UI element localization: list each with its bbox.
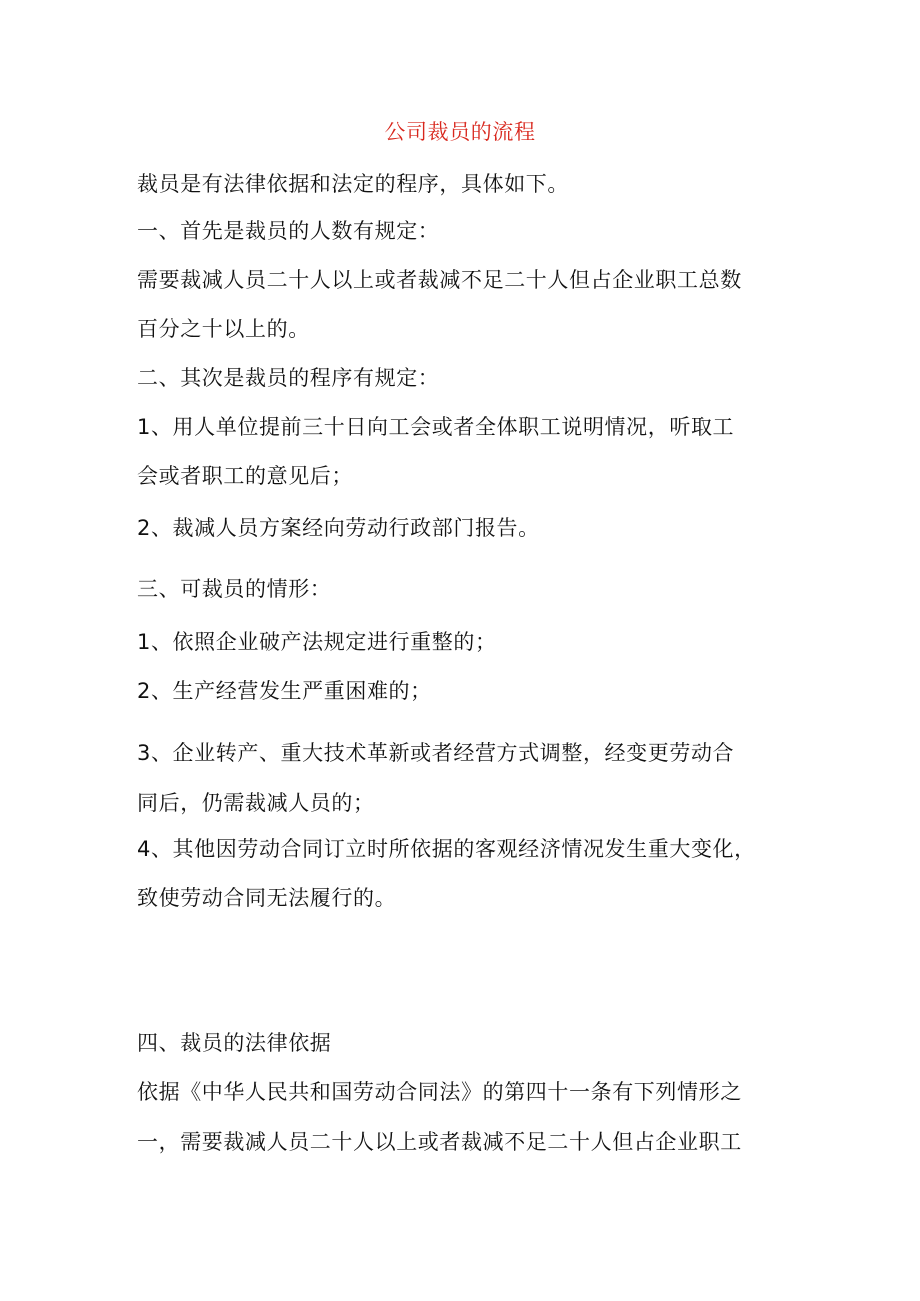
paragraph-line: 一，需要裁减人员二十人以上或者裁减不足二十人但占企业职工: [137, 1130, 742, 1154]
list-item: 1、用人单位提前三十日向工会或者全体职工说明情况，听取工: [137, 415, 735, 439]
section-heading-4: 四、裁员的法律依据: [137, 1031, 332, 1055]
section-heading-3: 三、可裁员的情形：: [137, 577, 332, 601]
paragraph-line: 依据《中华人民共和国劳动合同法》的第四十一条有下列情形之: [137, 1080, 742, 1104]
list-item: 3、企业转产、重大技术革新或者经营方式调整，经变更劳动合: [137, 741, 735, 765]
paragraph-line: 需要裁减人员二十人以上或者裁减不足二十人但占企业职工总数: [137, 268, 742, 292]
intro-paragraph: 裁员是有法律依据和法定的程序，具体如下。: [137, 172, 569, 196]
list-item: 2、裁减人员方案经向劳动行政部门报告。: [137, 516, 540, 540]
list-item: 1、依照企业破产法规定进行重整的；: [137, 630, 497, 654]
list-item: 2、生产经营发生严重困难的；: [137, 679, 432, 703]
list-item: 4、其他因劳动合同订立时所依据的客观经济情况发生重大变化，: [137, 837, 756, 861]
section-heading-2: 二、其次是裁员的程序有规定：: [137, 366, 440, 390]
section-heading-1: 一、首先是裁员的人数有规定：: [137, 219, 440, 243]
paragraph-line: 百分之十以上的。: [137, 317, 310, 341]
document-title: 公司裁员的流程: [384, 120, 536, 144]
list-item-continued: 同后，仍需裁减人员的；: [137, 791, 375, 815]
list-item-continued: 致使劳动合同无法履行的。: [137, 886, 397, 910]
list-item-continued: 会或者职工的意见后；: [137, 464, 353, 488]
